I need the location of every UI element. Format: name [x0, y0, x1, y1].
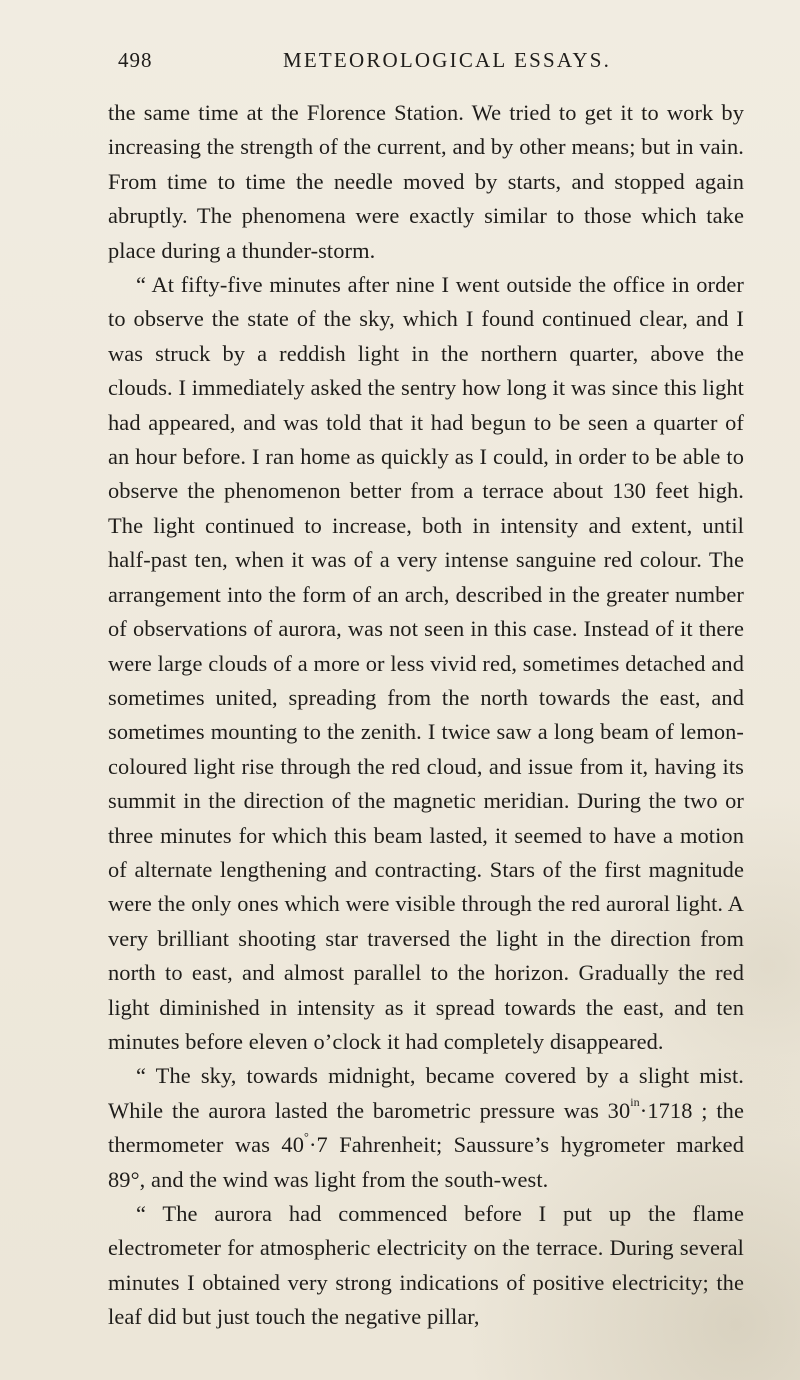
paragraph-4: “ The aurora had commenced before I put up the flame electrometer for atmospheric electricity on the terrace. During several minutes I obtained very strong indications of positive electricity; the leaf did but just touch the negative pillar,	[108, 1201, 744, 1330]
paragraph-1: the same time at the Florence Station. We tried to get it to work by increasing the strength of the current, and by other means; but in vain. From time to time the needle moved by starts, and stopped again abruptly. The phenomena were exactly similar to those which take place during a thunder-storm.	[108, 100, 744, 263]
body-text	[108, 96, 744, 1335]
degree-superscript: °	[304, 1129, 309, 1144]
paragraph-2: “ At fifty-five minutes after nine I went outside the office in order to observe the state of the sky, which I found continued clear, and I was struck by a reddish light in the northern quarter, above the clouds. I immediately asked the sentry how long it was since this light had appeared, and was told that it had begun to be seen a quarter of an hour before. I ran home as quickly as I could, in order to be able to observe the phenomenon better from a terrace about 130 feet high. The light continued to increase, both in intensity and extent, until half-past ten, when it was of a very intense sanguine red colour. The arrangement into the form of an arch, described in the greater number of observations of aurora, was not seen in this case. Instead of it there were large clouds of a more or less vivid red, sometimes detached and sometimes united, spreading from the north towards the east, and sometimes mounting to the zenith. I twice saw a long beam of lemon-coloured light rise through the red cloud, and issue from it, having its summit in the direction of the magnetic meridian. During the two or three minutes for which this beam lasted, it seemed to have a motion of alternate lengthening and contracting. Stars of the first magnitude were the only ones which were visible through the red auroral light. A very brilliant shooting star traversed the light in the direction from north to east, and almost parallel to the horizon. Gradually the red light diminished in intensity as it spread towards the east, and ten minutes before eleven o’clock it had completely disappeared.	[108, 272, 744, 1054]
page-number: 498	[118, 48, 153, 72]
paragraph-3-part-3: ·7 Fahrenheit; Saussure’s hygrometer marked 89°, and the wind was light from the south-west.	[108, 1132, 744, 1192]
paragraph-3-part-2: ·1718 ; the thermometer was 40	[108, 1097, 744, 1158]
paragraph-3-part-1: “ The sky, towards midnight, became covered by a slight mist. While the aurora lasted the barometric pressure was 30	[108, 1063, 744, 1123]
paragraph-3	[108, 1059, 744, 1197]
page-title: METEOROLOGICAL ESSAYS.	[283, 48, 612, 72]
running-head	[118, 48, 738, 78]
inch-unit-superscript: in	[630, 1095, 640, 1110]
